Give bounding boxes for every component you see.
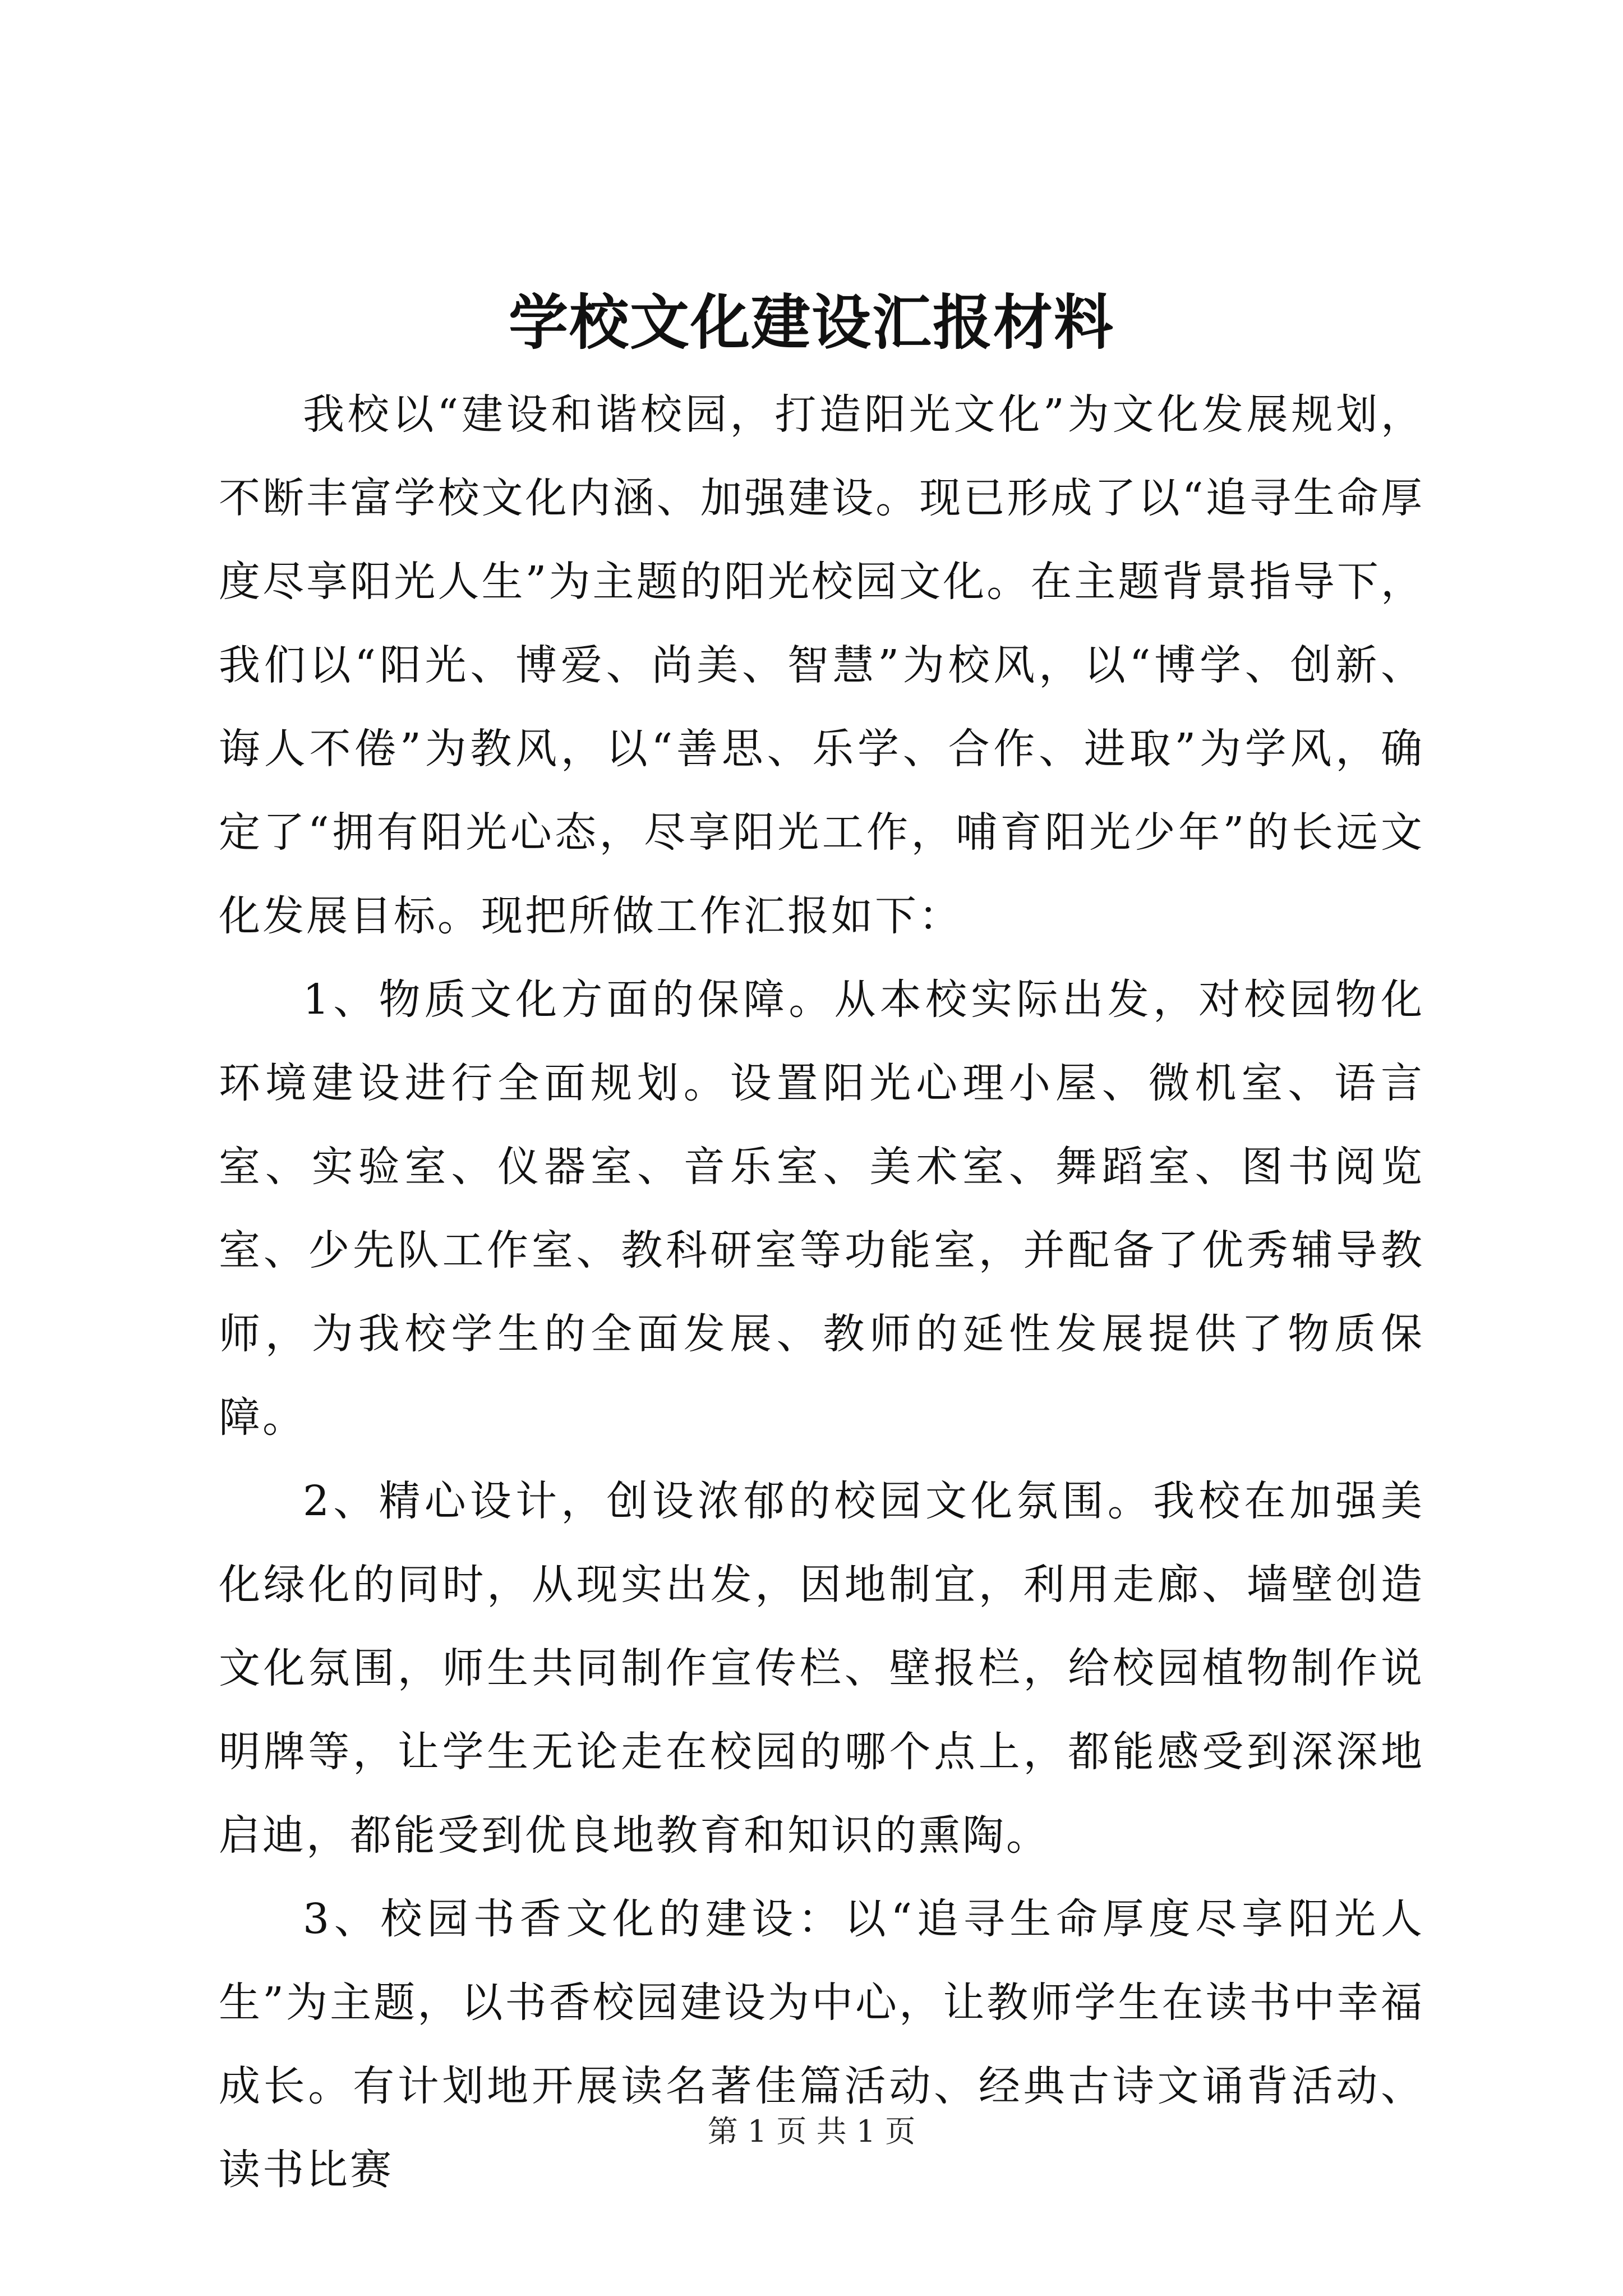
document-body [219, 373, 1424, 2212]
document-title: 学校文化建设汇报材料 [509, 287, 1114, 357]
page-number-footer: 第 1 页 共 1 页 [707, 2114, 916, 2149]
paragraph-intro: 我校以“建设和谐校园，打造阳光文化”为文化发展规划，不断丰富学校文化内涵、加强建设。现已形成了以“追寻生命厚度尽享阳光人生”为主题的阳光校园文化。在主题背景指导下，我们以“阳光、博爱、尚美、智慧”为校风，以“博学、创新、诲人不倦”为教风，以“善思、乐学、合作、进取”为学风，确定了“拥有阳光心态，尽享阳光工作，哺育阳光少年”的长远文化发展目标。现把所做工作汇报如下： [219, 390, 1424, 940]
paragraph-item-2: 2、精心设计，创设浓郁的校园文化氛围。我校在加强美化绿化的同时，从现实出发，因地制宜，利用走廊、墙壁创造文化氛围，师生共同制作宣传栏、壁报栏，给校园植物制作说明牌等，让学生无论走在校园的哪个点上，都能感受到深深地启迪，都能受到优良地教育和知识的熏陶。 [219, 1477, 1424, 1860]
paragraph-item-3: 3、校园书香文化的建设：以“追寻生命厚度尽享阳光人生”为主题，以书香校园建设为中心，让教师学生在读书中幸福成长。有计划地开展读名著佳篇活动、经典古诗文诵背活动、读书比赛 [219, 1895, 1424, 2194]
paragraph-item-1: 1、物质文化方面的保障。从本校实际出发，对校园物化环境建设进行全面规划。设置阳光心理小屋、微机室、语言室、实验室、仪器室、音乐室、美术室、舞蹈室、图书阅览室、少先队工作室、教科研室等功能室，并配备了优秀辅导教师，为我校学生的全面发展、教师的延性发展提供了物质保障。 [219, 976, 1424, 1442]
